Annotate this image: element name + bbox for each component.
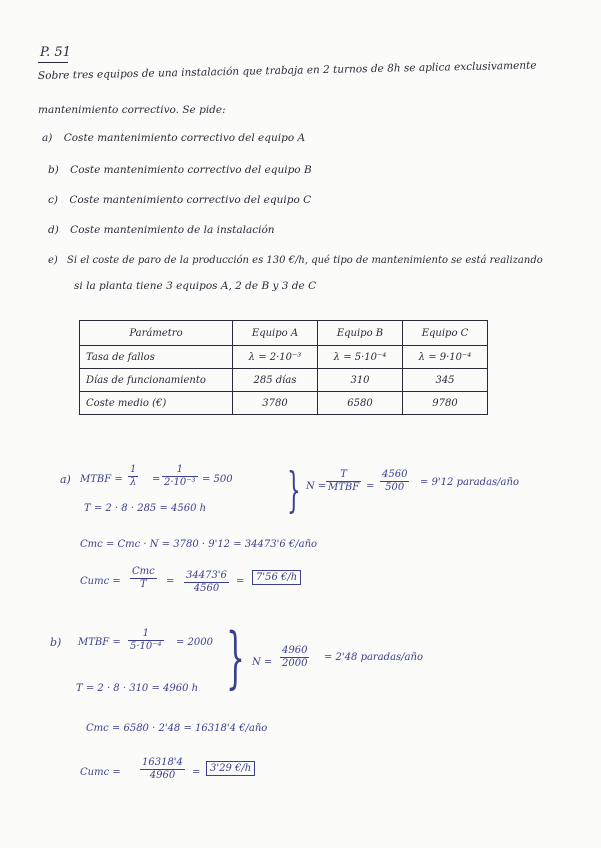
table-cell: 310 xyxy=(318,369,403,392)
intro-line-1: Sobre tres equipos de una instalación que trabaja en 2 turnos de 8h se aplica exclusivamente xyxy=(37,59,537,82)
equals-sign: = xyxy=(166,576,175,587)
fraction: $\frac{1}{\text{5·10⁻⁴}}$ xyxy=(130,628,162,652)
table-cell: Días de funcionamiento xyxy=(80,369,233,392)
equals-sign: = xyxy=(366,481,375,492)
table-row xyxy=(80,369,488,392)
fraction: $\frac{1}{\lambda}$ xyxy=(130,464,137,488)
table-cell: 345 xyxy=(403,369,488,392)
table-header-cell: Equipo B xyxy=(318,321,403,346)
question-label: a) xyxy=(42,132,53,144)
solution-b-label: b) xyxy=(50,636,62,649)
cumc-label: Cumc = xyxy=(80,767,121,778)
table-cell: Tasa de fallos xyxy=(80,346,233,369)
fraction: Cmc T xyxy=(132,566,155,590)
equals-sign: = xyxy=(192,767,201,778)
parameters-table xyxy=(79,320,488,415)
n-label: N = xyxy=(306,481,327,492)
question-text: Si el coste de paro de la producción es 130 €/h, qué tipo de mantenimiento se está realizando xyxy=(67,255,543,266)
equals-sign: = xyxy=(152,474,161,485)
fraction: $\frac{34473'6}{4560}$ xyxy=(186,570,227,594)
cmc-calculation: Cmc = 6580 · 2'48 = 16318'4 €/año xyxy=(86,723,268,734)
question-e-line2: si la planta tiene 3 equipos A, 2 de B y 3 de C xyxy=(74,280,317,292)
question-d xyxy=(48,224,275,237)
question-text: Coste mantenimiento correctivo del equipo A xyxy=(63,132,306,144)
problem-title: P. 51 xyxy=(40,45,71,60)
table-cell: Coste medio (€) xyxy=(80,392,233,415)
fraction: $\frac{4960}{2000}$ xyxy=(282,645,308,669)
fraction: $\frac{1}{\text{2·10⁻³}}$ xyxy=(164,464,196,488)
cmc-calculation: Cmc = Cmc · N = 3780 · 9'12 = 34473'6 €/año xyxy=(80,539,318,550)
fraction: $\frac{4560}{500}$ xyxy=(382,469,408,493)
fraction: T MTBF xyxy=(328,469,360,493)
question-a xyxy=(42,132,305,145)
curly-brace: } xyxy=(287,462,301,518)
title-underline xyxy=(38,62,68,63)
mtbf-label: MTBF = xyxy=(78,637,121,648)
cumc-label: Cumc = xyxy=(80,576,121,587)
intro-line-2: mantenimiento correctivo. Se pide: xyxy=(38,104,226,116)
equals-sign: = xyxy=(236,576,245,587)
question-text: Coste mantenimiento correctivo del equipo C xyxy=(69,194,312,206)
table-cell: λ = 5·10⁻⁴ xyxy=(318,346,403,369)
boxed-result: 7'56 €/h xyxy=(252,570,301,585)
mtbf-result: = 500 xyxy=(202,474,233,485)
question-label: b) xyxy=(48,164,59,176)
question-label: c) xyxy=(48,194,58,206)
table-cell: 285 días xyxy=(233,369,318,392)
question-label: d) xyxy=(48,224,59,236)
question-c xyxy=(48,194,311,207)
question-b xyxy=(48,164,312,177)
table-header-cell: Parámetro xyxy=(80,321,233,346)
mtbf-label: MTBF = xyxy=(80,474,123,485)
n-result: = 2'48 paradas/año xyxy=(324,652,423,663)
curly-brace: } xyxy=(226,619,245,696)
table-header-cell: Equipo A xyxy=(233,321,318,346)
table-header-cell: Equipo C xyxy=(403,321,488,346)
question-label: e) xyxy=(48,255,58,266)
boxed-result: 3'29 €/h xyxy=(206,761,255,776)
question-text: Coste mantenimiento de la instalación xyxy=(70,224,275,236)
table-row xyxy=(80,346,488,369)
question-text: Coste mantenimiento correctivo del equipo B xyxy=(70,164,312,176)
table-cell: 6580 xyxy=(318,392,403,415)
n-result: = 9'12 paradas/año xyxy=(420,477,519,488)
table-cell: λ = 9·10⁻⁴ xyxy=(403,346,488,369)
question-e xyxy=(48,254,543,267)
table-cell: λ = 2·10⁻³ xyxy=(233,346,318,369)
t-calculation: T = 2 · 8 · 285 = 4560 h xyxy=(84,503,207,514)
t-calculation: T = 2 · 8 · 310 = 4960 h xyxy=(76,683,199,694)
table-header-row xyxy=(80,321,488,346)
table-cell: 9780 xyxy=(403,392,488,415)
n-label: N = xyxy=(252,657,273,668)
solution-a-label: a) xyxy=(60,473,71,486)
fraction: $\frac{16318'4}{4960}$ xyxy=(142,757,183,781)
table-row xyxy=(80,392,488,415)
table-cell: 3780 xyxy=(233,392,318,415)
mtbf-result: = 2000 xyxy=(176,637,214,648)
